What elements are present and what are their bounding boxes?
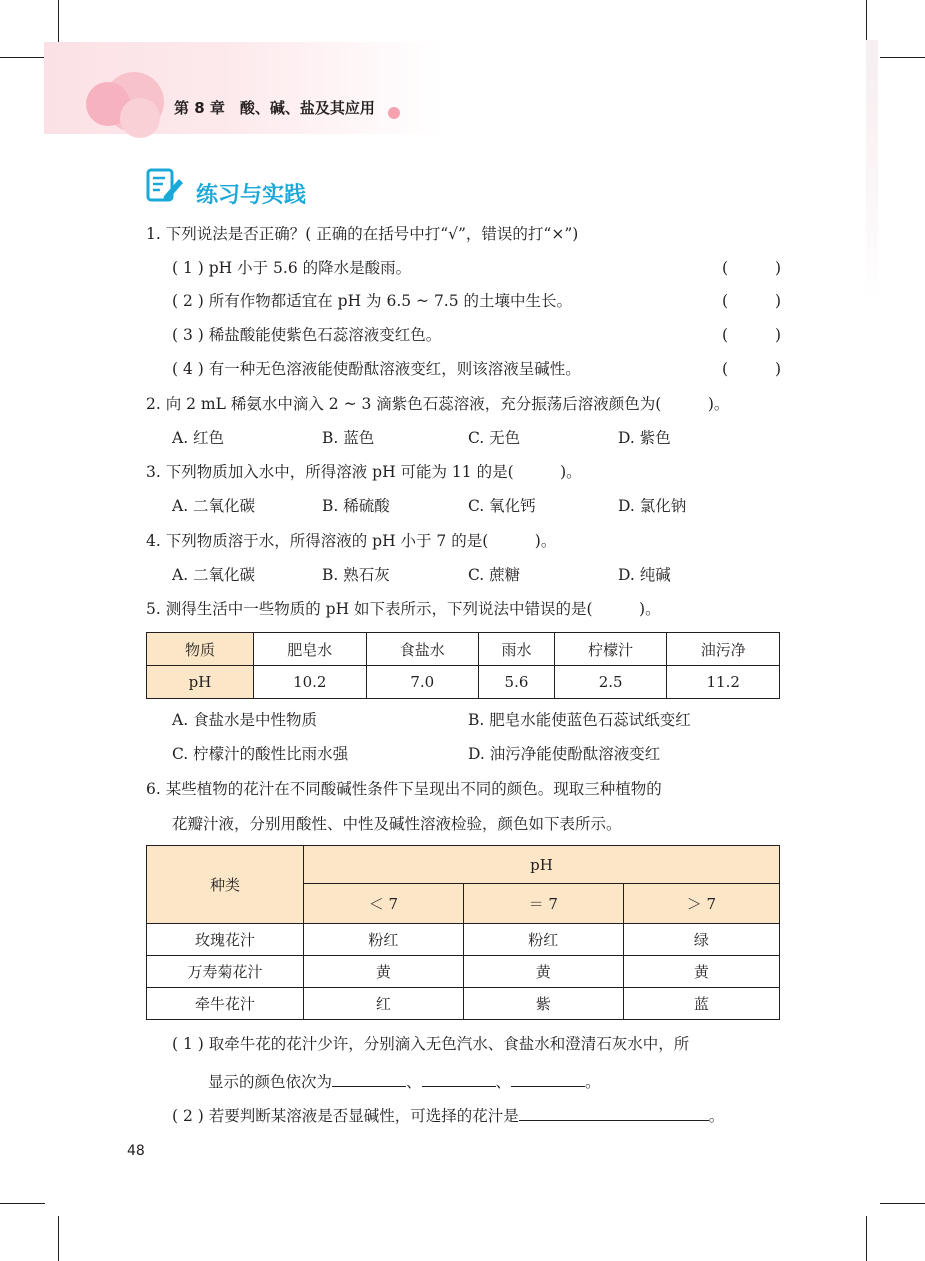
- corner-header: 种类: [147, 846, 304, 924]
- table-cell: 绿: [623, 924, 779, 956]
- table-cell: 红: [304, 988, 464, 1020]
- crop-mark: [0, 1203, 45, 1204]
- answer-bracket-close: ): [775, 292, 782, 310]
- page-edge-strip: [866, 40, 878, 300]
- sub-1-prefix: 显示的颜色依次为: [208, 1073, 333, 1091]
- table-cell: 粉红: [304, 924, 464, 956]
- separator: 、: [495, 1073, 512, 1091]
- crop-mark: [866, 0, 867, 44]
- page-number: 48: [127, 1143, 145, 1159]
- question-4-stem: 4. 下列物质溶于水，所得溶液的 pH 小于 7 的是( )。: [146, 532, 557, 550]
- table-cell: 粉红: [463, 924, 623, 956]
- answer-bracket-open: (: [722, 360, 729, 378]
- table-cell: 蓝: [623, 988, 779, 1020]
- table-cell: 食盐水: [366, 633, 479, 666]
- row-label: pH: [147, 666, 254, 699]
- option-d: D. 紫色: [618, 429, 671, 447]
- option-b: B. 熟石灰: [322, 566, 390, 584]
- flower-name: 牵牛花汁: [147, 988, 304, 1020]
- condition-header: ＞ 7: [623, 884, 779, 924]
- pencil-notebook-icon: [145, 166, 185, 206]
- table-cell: 黄: [463, 956, 623, 988]
- answer-bracket-close: ): [775, 259, 782, 277]
- answer-bracket-close: ): [775, 326, 782, 344]
- option-a: A. 红色: [172, 429, 225, 447]
- table-cell: 黄: [623, 956, 779, 988]
- answer-bracket-open: (: [722, 292, 729, 310]
- question-1-stem: 1. 下列说法是否正确？( 正确的在括号中打“√”，错误的打“×”): [146, 225, 579, 243]
- table-cell: 油污净: [667, 633, 780, 666]
- table-cell: 7.0: [366, 666, 479, 699]
- header-circle-decoration: [120, 98, 160, 138]
- option-b: B. 肥皂水能使蓝色石蕊试纸变红: [468, 711, 691, 729]
- ph-table: [146, 632, 780, 699]
- option-c: C. 蔗糖: [468, 566, 521, 584]
- table-cell: 雨水: [479, 633, 555, 666]
- answer-blank[interactable]: [519, 1104, 709, 1121]
- question-6-sub-2: [172, 1104, 724, 1126]
- option-d: D. 氯化钠: [618, 497, 687, 515]
- option-b: B. 稀硫酸: [322, 497, 390, 515]
- option-b: B. 蓝色: [322, 429, 375, 447]
- answer-blank[interactable]: [422, 1070, 496, 1087]
- table-cell: 11.2: [667, 666, 780, 699]
- option-c: C. 无色: [468, 429, 521, 447]
- flower-name: 玫瑰花汁: [147, 924, 304, 956]
- question-6-stem: 6. 某些植物的花汁在不同酸碱性条件下呈现出不同的颜色。现取三种植物的: [146, 780, 662, 798]
- answer-blank[interactable]: [332, 1070, 406, 1087]
- question-6-sub-1: ( 1 ) 取牵牛花的花汁少许，分别滴入无色汽水、食盐水和澄清石灰水中，所: [172, 1035, 690, 1053]
- question-3-stem: 3. 下列物质加入水中，所得溶液 pH 可能为 11 的是( )。: [146, 463, 582, 481]
- crop-mark: [880, 57, 925, 58]
- condition-header: ＜ 7: [304, 884, 464, 924]
- question-1-item: ( 3 ) 稀盐酸能使紫色石蕊溶液变红色。: [172, 326, 442, 344]
- crop-mark: [58, 0, 59, 44]
- answer-bracket-open: (: [722, 326, 729, 344]
- table-cell: 肥皂水: [254, 633, 367, 666]
- chapter-heading: 第 8 章 酸、碱、盐及其应用: [174, 99, 375, 117]
- ph-header: pH: [304, 846, 780, 884]
- flower-name: 万寿菊花汁: [147, 956, 304, 988]
- table-cell: 柠檬汁: [554, 633, 667, 666]
- crop-mark: [0, 57, 45, 58]
- flower-color-table: [146, 845, 780, 1020]
- condition-header: ＝ 7: [463, 884, 623, 924]
- table-cell: 10.2: [254, 666, 367, 699]
- question-1-item: ( 4 ) 有一种无色溶液能使酚酞溶液变红，则该溶液呈碱性。: [172, 360, 581, 378]
- table-cell: 2.5: [554, 666, 667, 699]
- table-cell: 紫: [463, 988, 623, 1020]
- option-c: C. 柠檬汁的酸性比雨水强: [172, 745, 349, 763]
- crop-mark: [58, 1216, 59, 1261]
- answer-bracket-open: (: [722, 259, 729, 277]
- option-a: A. 二氧化碳: [172, 566, 256, 584]
- row-label: 物质: [147, 633, 254, 666]
- table-cell: 黄: [304, 956, 464, 988]
- header-dot: [388, 107, 400, 119]
- crop-mark: [866, 1216, 867, 1261]
- period: 。: [585, 1073, 601, 1091]
- question-6-sub-1-blanks: [208, 1070, 601, 1092]
- answer-blank[interactable]: [511, 1070, 585, 1087]
- table-cell: 5.6: [479, 666, 555, 699]
- option-a: A. 食盐水是中性物质: [172, 711, 318, 729]
- question-1-item: ( 1 ) pH 小于 5.6 的降水是酸雨。: [172, 259, 412, 277]
- question-6-stem: 花瓣汁液，分别用酸性、中性及碱性溶液检验，颜色如下表所示。: [172, 815, 622, 833]
- crop-mark: [880, 1203, 925, 1204]
- period: 。: [708, 1107, 725, 1125]
- question-5-stem: 5. 测得生活中一些物质的 pH 如下表所示，下列说法中错误的是( )。: [146, 600, 661, 618]
- section-title: 练习与实践: [196, 183, 307, 208]
- answer-bracket-close: ): [775, 360, 782, 378]
- separator: 、: [406, 1073, 422, 1091]
- question-2-stem: 2. 向 2 mL 稀氨水中滴入 2 ~ 3 滴紫色石蕊溶液，充分振荡后溶液颜色为( )。: [146, 395, 730, 413]
- sub-2-prefix: ( 2 ) 若要判断某溶液是否显碱性，可选择的花汁是: [172, 1107, 519, 1125]
- option-a: A. 二氧化碳: [172, 497, 256, 515]
- option-d: D. 纯碱: [618, 566, 671, 584]
- option-c: C. 氧化钙: [468, 497, 536, 515]
- option-d: D. 油污净能使酚酞溶液变红: [468, 745, 661, 763]
- question-1-item: ( 2 ) 所有作物都适宜在 pH 为 6.5 ~ 7.5 的土壤中生长。: [172, 292, 573, 310]
